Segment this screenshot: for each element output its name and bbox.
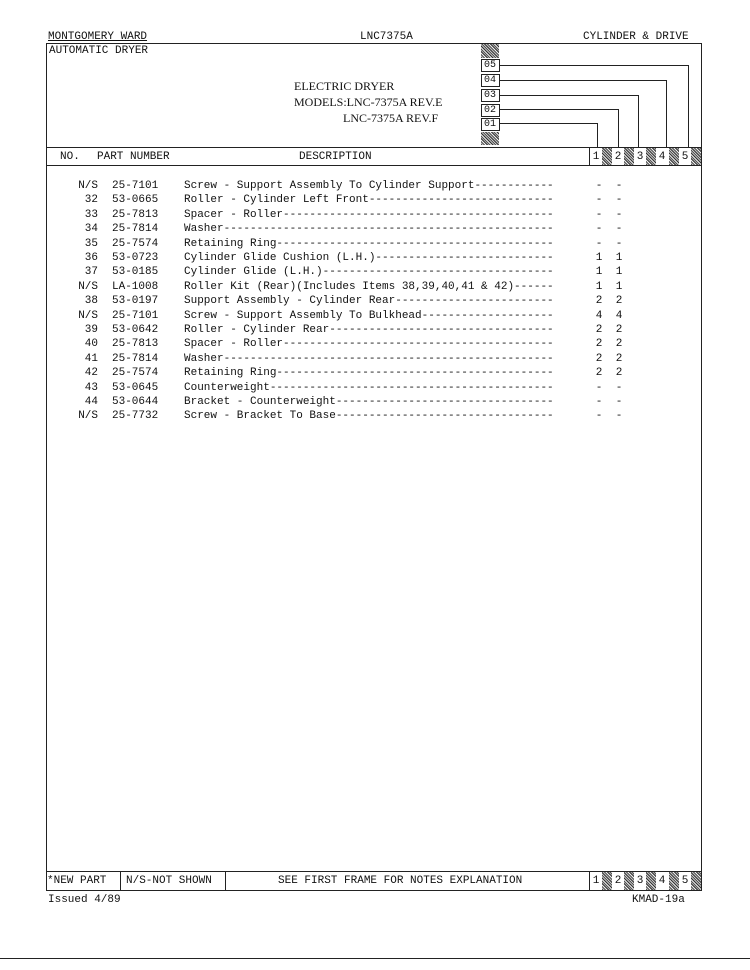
quantity-column-1: 2 bbox=[595, 338, 603, 351]
key-number: 2 bbox=[614, 151, 622, 163]
rev-code-04: 04 bbox=[481, 74, 500, 87]
part-number: 25-7814 bbox=[112, 223, 159, 236]
part-description: Cylinder Glide Cushion (L.H.)--------------------------- bbox=[184, 252, 554, 264]
quantity-column-2: - bbox=[615, 410, 623, 423]
quantity-column-2: - bbox=[615, 194, 623, 207]
quantity-column-2: 2 bbox=[615, 338, 623, 351]
hatch-block bbox=[481, 132, 499, 145]
key-number: 1 bbox=[592, 875, 600, 887]
part-number: 25-7732 bbox=[112, 410, 159, 423]
title-line-2: MODELS:LNC-7375A REV.E bbox=[294, 95, 443, 109]
key-number: 3 bbox=[636, 151, 644, 163]
page-bottom-rule bbox=[0, 958, 750, 959]
part-description: Roller - Cylinder Left Front---------------------------- bbox=[184, 194, 554, 207]
item-number: 40 bbox=[84, 338, 98, 351]
key-number: 5 bbox=[681, 151, 689, 163]
part-description: Screw - Support Assembly To Cylinder Support------------ bbox=[184, 180, 554, 192]
brand-label: MONTGOMERY WARD bbox=[48, 31, 148, 43]
item-number: 33 bbox=[84, 208, 98, 221]
notes-explanation: SEE FIRST FRAME FOR NOTES EXPLANATION bbox=[278, 875, 523, 887]
part-description: Retaining Ring------------------------------------------ bbox=[184, 367, 554, 380]
part-description: Screw - Support Assembly To Bulkhead-------------------- bbox=[184, 309, 554, 322]
column-header-description: DESCRIPTION bbox=[299, 151, 372, 163]
quantity-column-2: 2 bbox=[615, 367, 623, 380]
quantity-column-2: - bbox=[615, 208, 623, 221]
part-number: 53-0645 bbox=[112, 381, 159, 394]
part-number: LA-1008 bbox=[112, 280, 159, 293]
quantity-column-1: 1 bbox=[595, 266, 603, 279]
quantity-column-2: 1 bbox=[615, 280, 623, 293]
item-number: 35 bbox=[84, 237, 98, 250]
part-number: 25-7813 bbox=[112, 338, 159, 351]
item-number: N/S bbox=[78, 309, 98, 322]
quantity-column-2: 2 bbox=[615, 324, 623, 336]
quantity-column-2: 2 bbox=[615, 352, 623, 365]
part-description: Cylinder Glide (L.H.)----------------------------------- bbox=[184, 266, 554, 279]
key-number: 3 bbox=[636, 875, 644, 887]
item-number: 32 bbox=[84, 194, 98, 207]
quantity-column-2: 1 bbox=[615, 252, 623, 264]
quantity-column-1: 1 bbox=[595, 280, 603, 293]
quantity-column-1: - bbox=[595, 223, 603, 236]
part-number: 53-0197 bbox=[112, 295, 159, 308]
item-number: 41 bbox=[84, 352, 98, 365]
section-title: CYLINDER & DRIVE bbox=[583, 31, 689, 43]
quantity-column-1: - bbox=[595, 180, 603, 192]
part-number: 25-7101 bbox=[112, 180, 159, 192]
quantity-column-2: - bbox=[615, 180, 623, 192]
rev-code-05: 05 bbox=[481, 59, 500, 72]
document-code: KMAD-19a bbox=[632, 894, 685, 906]
part-description: Spacer - Roller----------------------------------------- bbox=[184, 208, 554, 221]
category-label: AUTOMATIC DRYER bbox=[49, 45, 149, 57]
item-number: 39 bbox=[84, 324, 98, 336]
part-description: Washer-------------------------------------------------- bbox=[184, 352, 554, 365]
item-number: 34 bbox=[84, 223, 98, 236]
key-number: 1 bbox=[592, 151, 600, 163]
quantity-column-1: 1 bbox=[595, 252, 603, 264]
key-number: 2 bbox=[614, 875, 622, 887]
quantity-column-1: - bbox=[595, 237, 603, 250]
quantity-column-2: - bbox=[615, 237, 623, 250]
part-number: 53-0665 bbox=[112, 194, 159, 207]
quantity-column-1: - bbox=[595, 410, 603, 423]
quantity-column-1: 2 bbox=[595, 352, 603, 365]
part-description: Support Assembly - Cylinder Rear------------------------ bbox=[184, 295, 554, 308]
key-number: 5 bbox=[681, 875, 689, 887]
quantity-column-1: - bbox=[595, 396, 603, 408]
quantity-column-2: - bbox=[615, 381, 623, 394]
title-line-1: ELECTRIC DRYER bbox=[294, 79, 395, 93]
part-description: Roller - Cylinder Rear---------------------------------- bbox=[184, 324, 554, 336]
column-header-part-number: PART NUMBER bbox=[97, 151, 170, 163]
part-number: 53-0185 bbox=[112, 266, 159, 279]
part-description: Counterweight------------------------------------------- bbox=[184, 381, 554, 394]
item-number: N/S bbox=[78, 410, 98, 423]
part-number: 25-7101 bbox=[112, 309, 159, 322]
rev-code-01: 01 bbox=[481, 118, 500, 131]
quantity-column-1: 2 bbox=[595, 295, 603, 308]
page-frame bbox=[46, 43, 702, 891]
part-description: Bracket - Counterweight--------------------------------- bbox=[184, 396, 554, 408]
part-number: 25-7813 bbox=[112, 208, 159, 221]
part-description: Roller Kit (Rear)(Includes Items 38,39,40,41 & 42)------ bbox=[184, 280, 554, 293]
item-number: N/S bbox=[78, 280, 98, 293]
item-number: 44 bbox=[84, 396, 98, 408]
part-number: 53-0642 bbox=[112, 324, 159, 336]
part-number: 25-7814 bbox=[112, 352, 159, 365]
quantity-column-1: 2 bbox=[595, 367, 603, 380]
quantity-column-1: - bbox=[595, 381, 603, 394]
quantity-column-1: 4 bbox=[595, 309, 603, 322]
part-number: 25-7574 bbox=[112, 367, 159, 380]
title-line-3: LNC-7375A REV.F bbox=[343, 111, 439, 125]
not-shown-legend: N/S-NOT SHOWN bbox=[126, 875, 212, 887]
part-description: Retaining Ring------------------------------------------ bbox=[184, 237, 554, 250]
column-header-no: NO. bbox=[60, 151, 80, 163]
quantity-column-2: 1 bbox=[615, 266, 623, 279]
hatch-block bbox=[481, 44, 499, 58]
item-number: 43 bbox=[84, 381, 98, 394]
item-number: 42 bbox=[84, 367, 98, 380]
model-number: LNC7375A bbox=[360, 31, 413, 43]
rev-code-02: 02 bbox=[481, 104, 500, 117]
quantity-column-1: 2 bbox=[595, 324, 603, 336]
quantity-column-2: 2 bbox=[615, 295, 623, 308]
part-description: Spacer - Roller----------------------------------------- bbox=[184, 338, 554, 351]
new-part-legend: *NEW PART bbox=[47, 875, 107, 887]
quantity-column-1: - bbox=[595, 208, 603, 221]
quantity-column-1: - bbox=[595, 194, 603, 207]
key-number: 4 bbox=[658, 151, 666, 163]
item-number: 36 bbox=[84, 252, 98, 264]
quantity-column-2: - bbox=[615, 223, 623, 236]
part-number: 25-7574 bbox=[112, 237, 159, 250]
key-number: 4 bbox=[658, 875, 666, 887]
quantity-column-2: 4 bbox=[615, 309, 623, 322]
item-number: N/S bbox=[78, 180, 98, 192]
rev-code-03: 03 bbox=[481, 89, 500, 102]
part-description: Washer-------------------------------------------------- bbox=[184, 223, 554, 236]
item-number: 37 bbox=[84, 266, 98, 279]
part-number: 53-0644 bbox=[112, 396, 159, 408]
part-description: Screw - Bracket To Base--------------------------------- bbox=[184, 410, 554, 423]
issued-date: Issued 4/89 bbox=[48, 894, 121, 906]
item-number: 38 bbox=[84, 295, 98, 308]
part-number: 53-0723 bbox=[112, 252, 159, 264]
quantity-column-2: - bbox=[615, 396, 623, 408]
